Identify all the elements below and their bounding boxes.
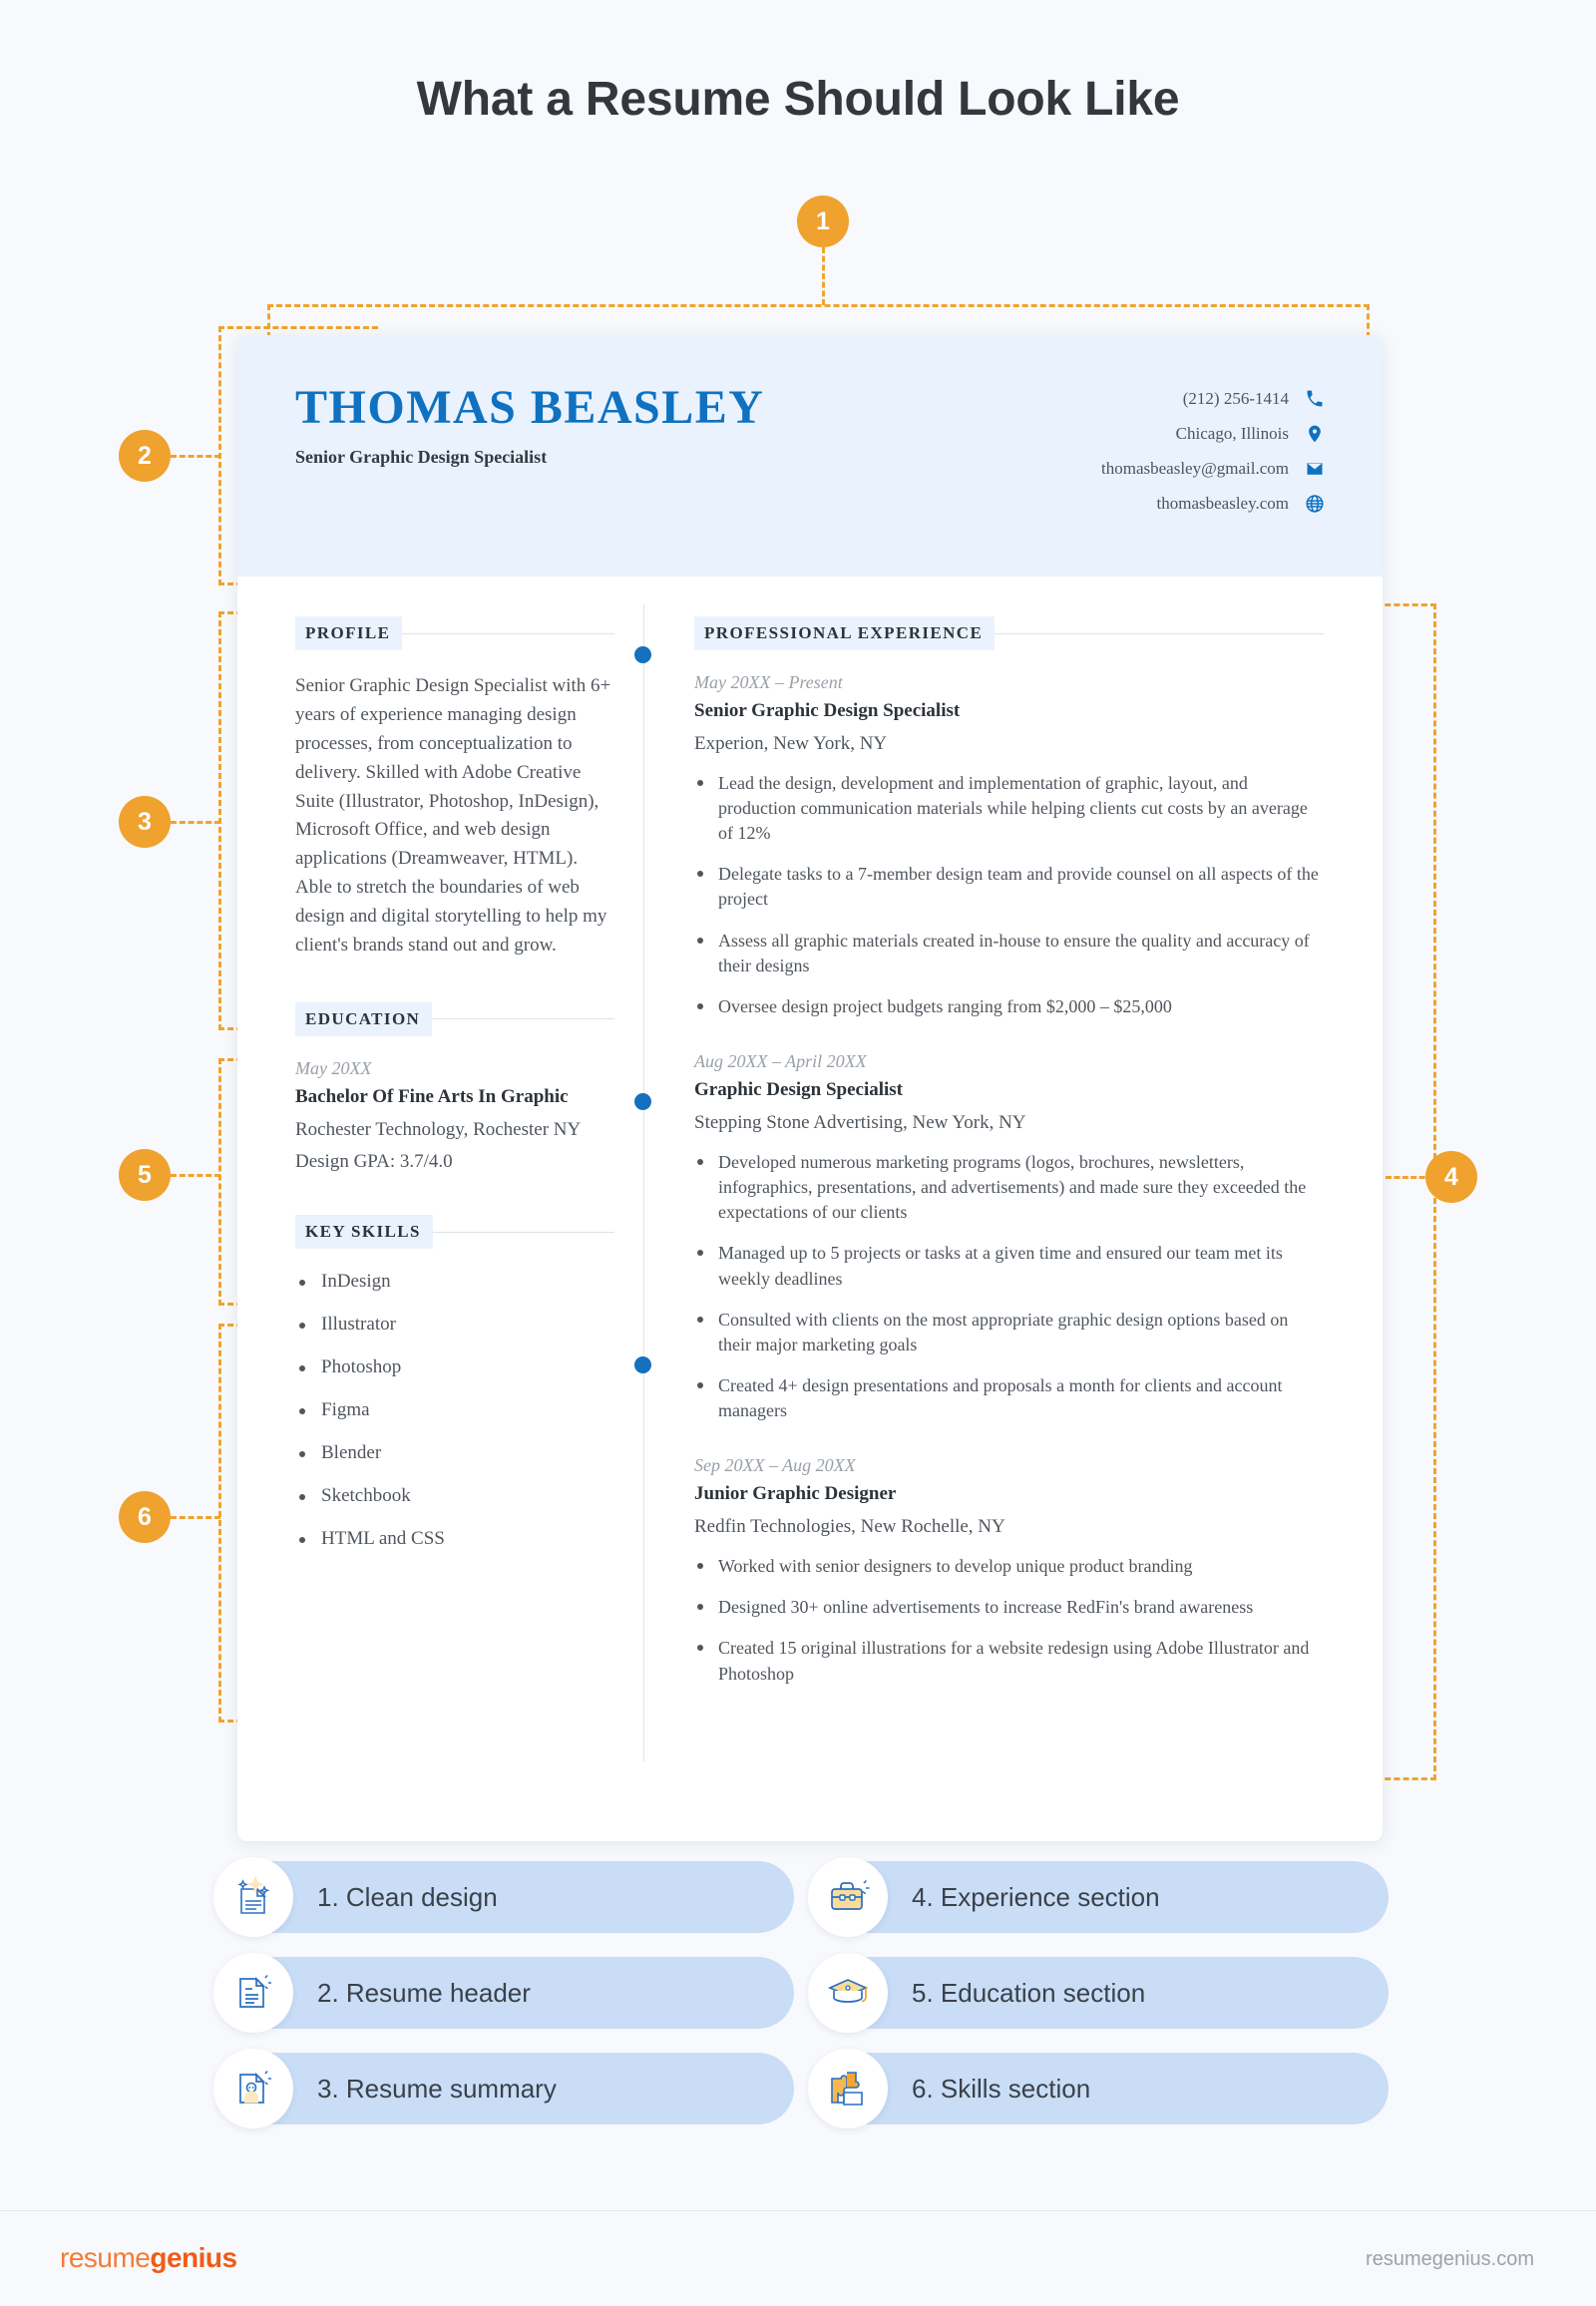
list-item: Created 4+ design presentations and proposals a month for clients and account managers: [694, 1373, 1325, 1423]
list-item: Sketchbook: [295, 1485, 614, 1507]
section-dot-profile: [634, 646, 651, 663]
resume-header: [237, 335, 1383, 576]
contact-website: [1101, 494, 1325, 514]
profile-heading: PROFILE: [295, 616, 402, 650]
marker-1: 1: [797, 195, 849, 247]
experience-rule: [995, 633, 1325, 634]
profile-section-header: [295, 616, 614, 650]
legend-item-education-section[interactable]: [826, 1957, 1389, 2029]
contact-location-value: Chicago, Illinois: [1175, 424, 1289, 443]
list-item: Worked with senior designers to develop unique product branding: [694, 1554, 1325, 1579]
column-divider: [643, 604, 644, 1761]
experience-heading: PROFESSIONAL EXPERIENCE: [694, 616, 995, 650]
list-item: Developed numerous marketing programs (logos, brochures, newsletters, infographics, presentations, and advertisements) and made sure they exceeded the expectations of our clients: [694, 1150, 1325, 1226]
footer-url[interactable]: resumegenius.com: [1366, 2248, 1534, 2270]
contact-website-value: thomasbeasley.com: [1156, 494, 1289, 513]
skills-heading: KEY SKILLS: [295, 1215, 433, 1249]
list-item: Photoshop: [295, 1356, 614, 1378]
education-heading: EDUCATION: [295, 1002, 432, 1036]
education-degree: Bachelor Of Fine Arts In Graphic: [295, 1085, 569, 1107]
education-date: May 20XX: [295, 1057, 372, 1078]
job-entry: [694, 1051, 1325, 1423]
job-title: Junior Graphic Designer: [694, 1483, 897, 1505]
resume-left-column: [237, 616, 646, 1841]
globe-icon: [1305, 494, 1325, 514]
person-document-icon: [213, 2049, 293, 2128]
page-title: What a Resume Should Look Like: [416, 73, 1180, 126]
job-bullets: [694, 1150, 1325, 1424]
section-dot-skills: [634, 1356, 651, 1373]
brand-logo-part-a: resume: [60, 2242, 151, 2273]
marker-4: 4: [1425, 1151, 1477, 1203]
resume-body: [237, 576, 1383, 1841]
marker-3: 3: [119, 796, 171, 848]
list-item: HTML and CSS: [295, 1528, 614, 1550]
envelope-icon: [1305, 459, 1325, 479]
list-item: Created 15 original illustrations for a website redesign using Adobe Illustrator and Photoshop: [694, 1636, 1325, 1686]
contact-email-value: thomasbeasley@gmail.com: [1101, 459, 1289, 478]
legend-item-label: 6. Skills section: [912, 2073, 1091, 2104]
marker-6: 6: [119, 1491, 171, 1543]
legend: [231, 1861, 1389, 2124]
resume-preview-card: [237, 335, 1383, 1841]
legend-item-skills-section[interactable]: [826, 2053, 1389, 2124]
job-date: Aug 20XX – April 20XX: [694, 1051, 867, 1072]
contact-phone: [1101, 389, 1325, 409]
connector-marker-5: [171, 1174, 220, 1177]
contact-email: [1101, 459, 1325, 479]
connector-marker-6: [171, 1516, 220, 1519]
job-company: Experion, New York, NY: [694, 733, 888, 754]
education-gpa: Design GPA: 3.7/4.0: [295, 1151, 453, 1173]
legend-item-label: 2. Resume header: [317, 1977, 531, 2008]
education-rule: [432, 1018, 614, 1019]
list-item: Blender: [295, 1442, 614, 1464]
contact-phone-value: (212) 256-1414: [1182, 389, 1289, 408]
sparkle-document-icon: [213, 1857, 293, 1937]
education-section-header: [295, 1002, 614, 1036]
document-icon: [213, 1953, 293, 2033]
brand-logo[interactable]: [60, 2242, 237, 2274]
job-title: Graphic Design Specialist: [694, 1079, 904, 1101]
skills-rule: [433, 1232, 614, 1233]
list-item: Figma: [295, 1399, 614, 1421]
graduation-cap-icon: [808, 1953, 888, 2033]
list-item: InDesign: [295, 1271, 614, 1293]
list-item: Illustrator: [295, 1314, 614, 1336]
marker-2: 2: [119, 430, 171, 482]
puzzle-piece-icon: [808, 2049, 888, 2128]
phone-icon: [1305, 389, 1325, 409]
job-company: Stepping Stone Advertising, New York, NY: [694, 1112, 1026, 1134]
contact-location: [1101, 424, 1325, 444]
job-date: May 20XX – Present: [694, 672, 843, 692]
resume-identity: [295, 383, 764, 576]
legend-item-experience-section[interactable]: [826, 1861, 1389, 1933]
brand-logo-part-b: genius: [150, 2242, 237, 2273]
section-dot-education: [634, 1093, 651, 1110]
education-school: Rochester Technology, Rochester NY: [295, 1118, 582, 1140]
legend-item-resume-summary[interactable]: [231, 2053, 794, 2124]
legend-item-label: 5. Education section: [912, 1977, 1146, 2008]
skills-section-header: [295, 1215, 614, 1249]
map-pin-icon: [1305, 424, 1325, 444]
legend-item-label: 4. Experience section: [912, 1881, 1160, 1912]
candidate-role: Senior Graphic Design Specialist: [295, 447, 548, 468]
list-item: Managed up to 5 projects or tasks at a given time and ensured our team met its weekly deadlines: [694, 1241, 1325, 1291]
list-item: Assess all graphic materials created in-house to ensure the quality and accuracy of their designs: [694, 929, 1325, 978]
legend-item-label: 3. Resume summary: [317, 2073, 557, 2104]
legend-item-label: 1. Clean design: [317, 1881, 498, 1912]
candidate-name: THOMAS BEASLEY: [295, 381, 765, 434]
resume-right-column: [646, 616, 1383, 1841]
list-item: Lead the design, development and implementation of graphic, layout, and production communication materials while helping clients cut costs by an average of 12%: [694, 771, 1325, 847]
marker-5: 5: [119, 1149, 171, 1201]
job-bullets: [694, 771, 1325, 1020]
connector-marker-2: [171, 455, 220, 458]
legend-item-clean-design[interactable]: [231, 1861, 794, 1933]
list-item: Designed 30+ online advertisements to increase RedFin's brand awareness: [694, 1595, 1325, 1620]
experience-section-header: [694, 616, 1325, 650]
profile-rule: [402, 633, 614, 634]
skills-list: [295, 1271, 614, 1550]
list-item: Delegate tasks to a 7-member design team and provide counsel on all aspects of the project: [694, 862, 1325, 912]
list-item: Oversee design project budgets ranging from $2,000 – $25,000: [694, 994, 1325, 1019]
connector-marker-3: [171, 821, 220, 824]
job-title: Senior Graphic Design Specialist: [694, 700, 961, 721]
contact-list: [1101, 383, 1325, 576]
job-entry: [694, 1455, 1325, 1686]
job-date: Sep 20XX – Aug 20XX: [694, 1455, 856, 1476]
legend-item-resume-header[interactable]: [231, 1957, 794, 2029]
list-item: Consulted with clients on the most appropriate graphic design options based on their major marketing goals: [694, 1308, 1325, 1357]
job-bullets: [694, 1554, 1325, 1687]
footer-divider: [0, 2210, 1596, 2211]
job-entry: [694, 672, 1325, 1019]
job-company: Redfin Technologies, New Rochelle, NY: [694, 1516, 1005, 1538]
connector-marker-1: [822, 247, 825, 305]
briefcase-icon: [808, 1857, 888, 1937]
profile-text: Senior Graphic Design Specialist with 6+ years of experience managing design processes, from conceptualization to delivery. Skilled with Adobe Creative Suite (Illustrator, Photoshop, InDesign), Microsoft Office, and web design applications (Dreamweaver, HTML). Able to stretch the boundaries of web design and digital storytelling to help my client's brands stand out and grow.: [295, 675, 611, 956]
